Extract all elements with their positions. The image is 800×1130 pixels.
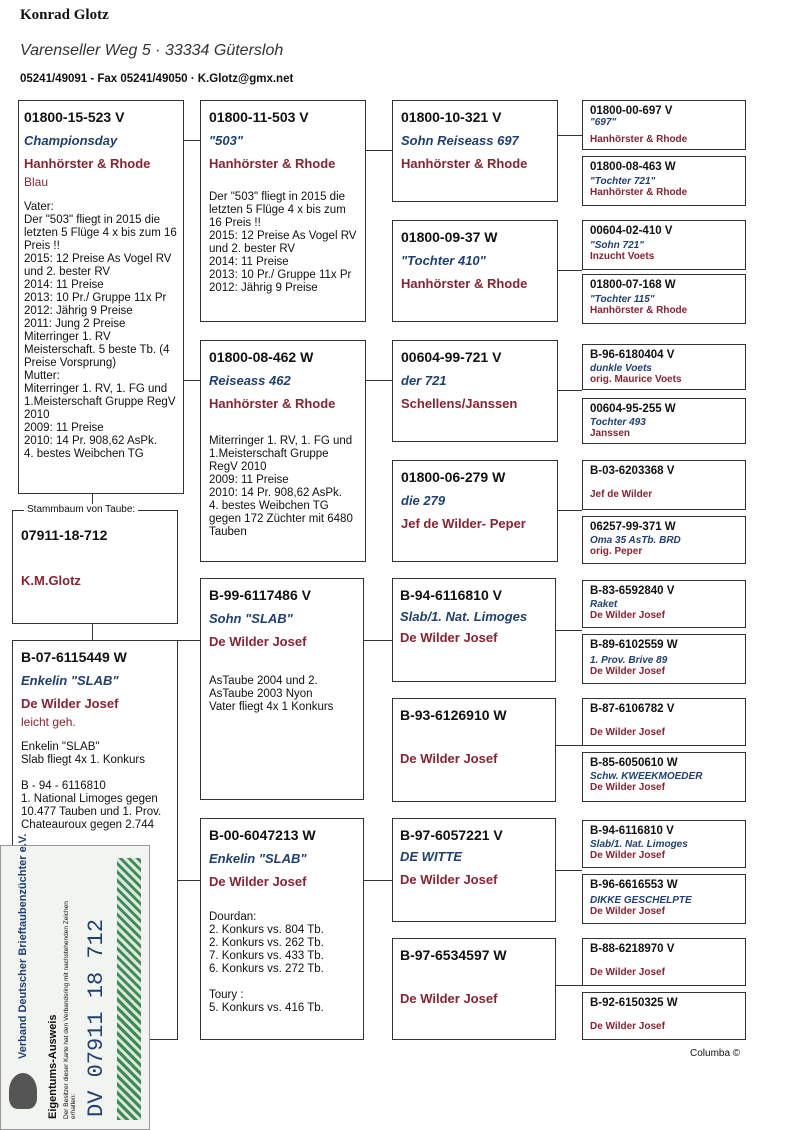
card-ring-number: [84, 919, 109, 1117]
pigeon-name: "Tochter 115": [590, 294, 655, 305]
pigeon-ring: B-96-6180404 V: [590, 349, 675, 361]
ownership-card: [0, 833, 150, 1130]
pigeon-name: Championsday: [24, 133, 118, 148]
grandparent-card: [392, 818, 556, 922]
pigeon-breeder: Hanhörster & Rhode: [401, 156, 528, 171]
pigeon-breeder: De Wilder Josef: [590, 610, 665, 621]
pigeon-ring: B-93-6126910 W: [400, 707, 507, 723]
connector-line: [558, 270, 582, 271]
pigeon-breeder: De Wilder Josef: [590, 967, 665, 978]
pigeon-breeder: Hanhörster & Rhode: [590, 134, 688, 145]
pigeon-name: "503": [209, 133, 244, 148]
pigeon-ring: B-94-6116810 V: [400, 587, 502, 603]
pigeon-name: "Tochter 721": [590, 176, 656, 187]
grandparent-card: [392, 938, 556, 1040]
pigeon-ring: 00604-02-410 V: [590, 225, 673, 237]
card-fine-print: [63, 889, 77, 1119]
pigeon-breeder: De Wilder Josef: [209, 634, 307, 649]
pigeon-info: Miterringer 1. RV, 1. FG und 1.Meisterschaft Gruppe RegV 2010 2009: 11 Preise 2010: 14 Pr. 908,62 AsPk. 4. bestes Weibchen TG gegen 172 Züchter mit 6480 Tauben: [209, 435, 353, 538]
pigeon-breeder: Janssen: [590, 428, 631, 439]
owner-contact: 05241/49091 - Fax 05241/49050 · K.Glotz@gmx.net: [20, 73, 294, 85]
pigeon-name: Slab/1. Nat. Limoges: [590, 839, 688, 850]
connector-line: [556, 745, 582, 746]
pigeon-ring: 01800-08-463 W: [590, 161, 676, 173]
pigeon-ring: 00604-99-721 V: [401, 349, 502, 365]
pigeon-info: Vater: Der "503" fliegt in 2015 die letzten 5 Flüge 4 x bis zum 16 Preis !! 2015: 12 Preise As Vogel RV und 2. bester RV 2014: 11 Preise 2013: 10 Pr./ Gruppe 11x Pr 2012: Jährig 9 Preise 2011: Jung 2 Preise Miterringer 1. RV Meisterschaft. 5 beste Tb. (4 Preise Vorsprung) Mutter: Miterringer 1. RV, 1. FG und 1.Meisterschaft Gruppe RegV 2010 2009: 11 Preise 2010: 14 Pr. 908,62 AsPk. 4. bestes Weibchen TG: [24, 201, 177, 460]
card-title-text: Eigentums-Ausweis: [47, 1014, 59, 1119]
pigeon-breeder: De Wilder Josef: [400, 630, 498, 645]
pigeon-ring: 01800-10-321 V: [401, 109, 502, 125]
connector-line: [184, 380, 200, 381]
connector-line: [364, 880, 392, 881]
great-grandparent-card: [582, 874, 746, 924]
pigeon-ring: B-92-6150325 W: [590, 997, 678, 1009]
grandparent-card: [392, 100, 558, 202]
great-grandparent-card: [582, 274, 746, 324]
connector-line: [92, 624, 93, 640]
pigeon-breeder: orig. Peper: [590, 546, 643, 557]
pigeon-ring: 01800-15-523 V: [24, 109, 125, 125]
great-grandparent-card: [582, 992, 746, 1040]
pigeon-ring: 01800-09-37 W: [401, 229, 498, 245]
connector-line: [178, 640, 200, 641]
great-grandparent-card: [582, 580, 746, 628]
great-grandparent-card: [582, 100, 746, 150]
pigeon-ring: 01800-08-462 W: [209, 349, 314, 365]
pigeon-name: "Tochter 410": [401, 253, 486, 268]
connector-line: [366, 380, 392, 381]
great-grandparent-card: [582, 398, 746, 444]
great-grandparent-card: [582, 156, 746, 206]
pigeon-breeder: De Wilder Josef: [590, 906, 665, 917]
great-grandparent-card: [582, 634, 746, 684]
pigeon-breeder: De Wilder Josef: [209, 874, 307, 889]
pigeon-breeder: Hanhörster & Rhode: [401, 276, 528, 291]
connector-line: [178, 880, 200, 881]
card-fine-text: Der Besitzer dieser Karte hat den Verbandsring mit nachstehenden Zeichen erhalten:: [63, 901, 77, 1119]
pigeon-name: die 279: [401, 493, 446, 508]
pigeon-breeder: Hanhörster & Rhode: [590, 187, 688, 198]
pigeon-breeder: Schellens/Janssen: [401, 396, 518, 411]
pigeon-info: Dourdan: 2. Konkurs vs. 804 Tb. 2. Konkurs vs. 262 Tb. 7. Konkurs vs. 433 Tb. 6. Konkurs vs. 272 Tb. Toury : 5. Konkurs vs. 416 Tb.: [209, 911, 324, 1014]
pigeon-ring: B-07-6115449 W: [21, 649, 127, 665]
pigeon-ring: B-96-6616553 W: [590, 879, 678, 891]
connector-line: [556, 985, 582, 986]
pigeon-name: Reiseass 462: [209, 373, 291, 388]
grandparent-card: [392, 578, 556, 682]
pigeon-ring: 00604-95-255 W: [590, 403, 676, 415]
connector-line: [366, 150, 392, 151]
subject-pigeon-card: [18, 100, 184, 494]
pigeon-breeder: Hanhörster & Rhode: [24, 156, 151, 171]
pigeon-breeder: De Wilder Josef: [590, 782, 665, 793]
pigeon-ring: B-99-6117486 V: [209, 587, 311, 603]
pigeon-breeder: orig. Maurice Voets: [590, 374, 682, 385]
great-grandparent-card: [582, 698, 746, 746]
great-grandparent-card: [582, 460, 746, 510]
owner-address: Varenseller Weg 5 · 33334 Gütersloh: [20, 42, 284, 59]
pigeon-name: Oma 35 AsTb. BRD: [590, 535, 681, 546]
grandparent-card: [392, 220, 558, 322]
connector-line: [184, 140, 200, 141]
pigeon-ring: 01800-06-279 W: [401, 469, 506, 485]
bird-logo-icon: [9, 1073, 37, 1109]
pigeon-name: Raket: [590, 599, 618, 610]
pigeon-name: dunkle Voets: [590, 363, 652, 374]
card-decorative-border: [117, 858, 141, 1120]
pigeon-ring: B-97-6534597 W: [400, 947, 507, 963]
pigeon-color: Blau: [24, 175, 49, 189]
pigeon-name: Tochter 493: [590, 417, 646, 428]
pigeon-ring: B-88-6218970 V: [590, 943, 675, 955]
pigeon-ring: B-87-6106782 V: [590, 703, 675, 715]
pigeon-name: DE WITTE: [400, 849, 463, 864]
stammbaum-label: Stammbaum von Taube:: [24, 504, 138, 515]
pigeon-name: der 721: [401, 373, 447, 388]
pigeon-name: Sohn "SLAB": [209, 611, 293, 626]
pigeon-breeder: De Wilder Josef: [590, 666, 665, 677]
connector-line: [556, 870, 582, 871]
pigeon-name: Enkelin "SLAB": [21, 673, 119, 688]
great-grandparent-card: [582, 820, 746, 868]
pigeon-ring: 06257-99-371 W: [590, 521, 676, 533]
great-grandparent-card: [582, 752, 746, 802]
pigeon-breeder: De Wilder Josef: [400, 872, 498, 887]
stammbaum-card: [12, 510, 178, 624]
pigeon-info: Enkelin "SLAB" Slab fliegt 4x 1. Konkurs B - 94 - 6116810 1. National Limoges gegen 10.477 Tauben und 1. Prov. Chateauroux gegen 2.744: [21, 741, 162, 831]
connector-line: [556, 630, 582, 631]
great-grandparent-card: [582, 516, 746, 564]
grandparent-card: [392, 698, 556, 802]
copyright-footer: Columba ©: [690, 1048, 741, 1059]
great-grandparent-card: [582, 220, 746, 270]
pigeon-name: 1. Prov. Brive 89: [590, 655, 668, 666]
card-org-text: Verband Deutscher Brieftaubenzüchter e.V.: [17, 833, 29, 1059]
pigeon-info: AsTaube 2004 und 2. AsTaube 2003 Nyon Vater fliegt 4x 1 Konkurs: [209, 675, 334, 713]
connector-line: [558, 135, 582, 136]
pigeon-breeder: Hanhörster & Rhode: [209, 156, 336, 171]
connector-line: [558, 510, 582, 511]
pigeon-name: "697": [590, 117, 617, 128]
card-title: [47, 1014, 59, 1119]
pigeon-ring: B-03-6203368 V: [590, 465, 675, 477]
grandparent-card: [392, 460, 558, 562]
owner-name: Konrad Glotz: [20, 7, 109, 23]
pigeon-name: "Sohn 721": [590, 240, 644, 251]
card-ring-text: DV 07911 18 712: [84, 918, 109, 1117]
pigeon-ring: B-00-6047213 W: [209, 827, 316, 843]
stammbaum-owner: K.M.Glotz: [21, 573, 81, 588]
pigeon-name: DIKKE GESCHELPTE: [590, 895, 692, 906]
pigeon-breeder: Hanhörster & Rhode: [209, 396, 336, 411]
pigeon-breeder: Jef de Wilder- Peper: [401, 516, 526, 531]
pigeon-ring: B-85-6050610 W: [590, 757, 678, 769]
pigeon-ring: B-83-6592840 V: [590, 585, 675, 597]
pigeon-ring: 01800-00-697 V: [590, 105, 673, 117]
pigeon-name: Slab/1. Nat. Limoges: [400, 609, 528, 624]
pigeon-name: Sohn Reiseass 697: [401, 133, 519, 148]
pigeon-ring: 01800-11-503 V: [209, 109, 309, 125]
pigeon-breeder: De Wilder Josef: [21, 696, 119, 711]
pigeon-breeder: Inzucht Voets: [590, 251, 655, 262]
pigeon-breeder: De Wilder Josef: [590, 1021, 665, 1032]
pigeon-breeder: De Wilder Josef: [590, 850, 665, 861]
pigeon-ring: 01800-07-168 W: [590, 279, 676, 291]
pigeon-breeder: De Wilder Josef: [590, 727, 665, 738]
connector-line: [558, 390, 582, 391]
pigeon-note: leicht geh.: [21, 715, 76, 729]
pigeon-name: Enkelin "SLAB": [209, 851, 307, 866]
pigeon-name: Schw. KWEEKMOEDER: [590, 771, 703, 782]
pigeon-ring: B-94-6116810 V: [590, 825, 674, 837]
grandparent-card: [392, 340, 558, 442]
pigeon-ring: B-97-6057221 V: [400, 827, 503, 843]
pigeon-info: Der "503" fliegt in 2015 die letzten 5 Flüge 4 x bis zum 16 Preis !! 2015: 12 Preise As Vogel RV und 2. bester RV 2014: 11 Preise 2013: 10 Pr./ Gruppe 11x Pr 2012: Jährig 9 Preise: [209, 191, 357, 294]
great-grandparent-card: [582, 938, 746, 986]
sire2-card: [200, 578, 364, 800]
pigeon-breeder: Jef de Wilder: [590, 489, 653, 500]
stammbaum-ring: 07911-18-712: [21, 527, 108, 543]
dam-card: [200, 340, 366, 562]
pigeon-breeder: De Wilder Josef: [400, 751, 498, 766]
dam2-card: [200, 818, 364, 1040]
sire-card: [200, 100, 366, 322]
connector-line: [364, 640, 392, 641]
card-org: [17, 834, 29, 1059]
pigeon-ring: B-89-6102559 W: [590, 639, 678, 651]
pigeon-breeder: Hanhörster & Rhode: [590, 305, 688, 316]
great-grandparent-card: [582, 344, 746, 390]
pigeon-breeder: De Wilder Josef: [400, 991, 498, 1006]
